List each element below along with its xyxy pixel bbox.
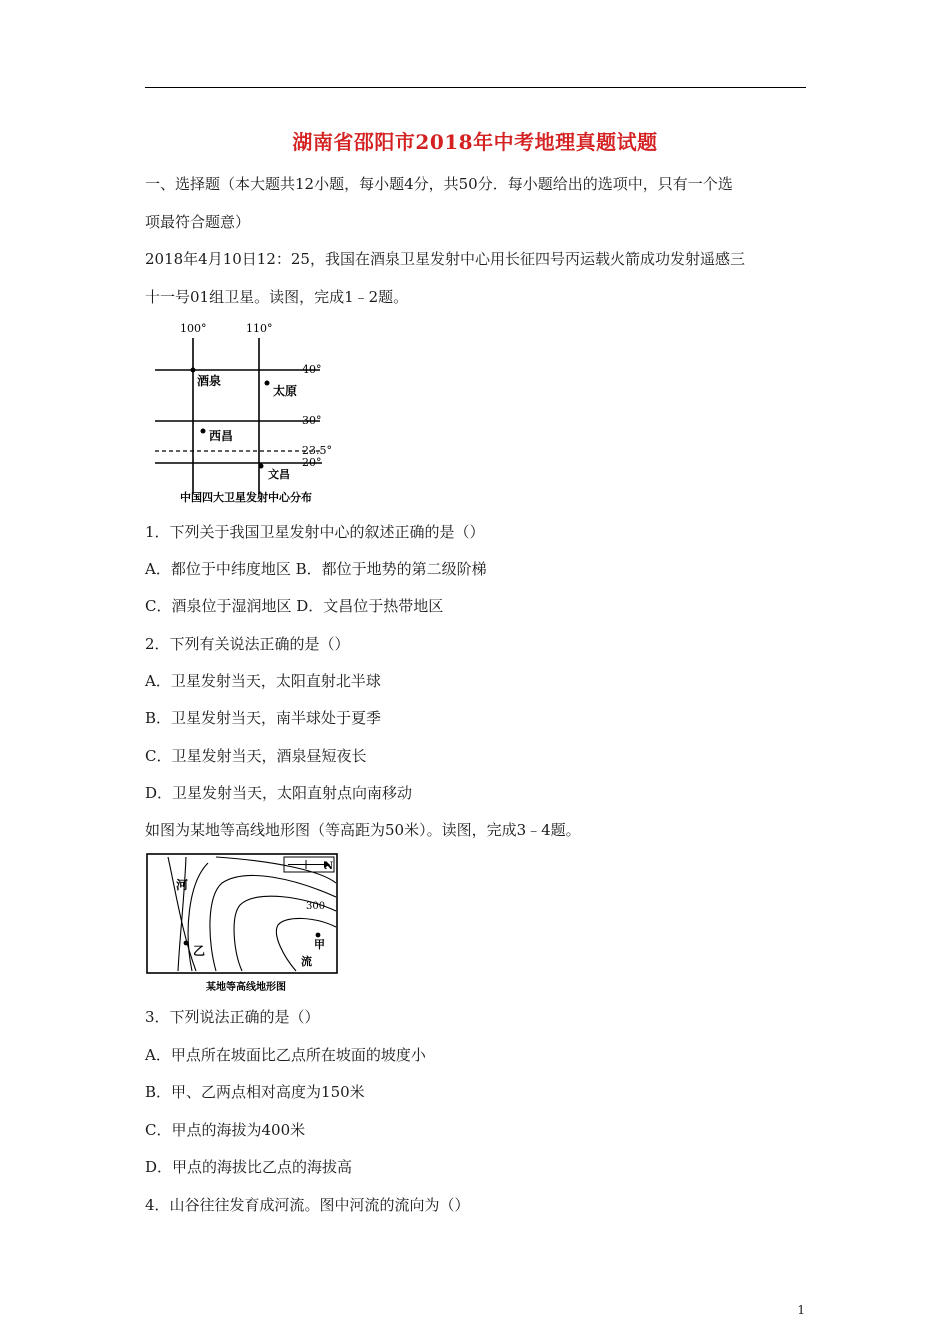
q2-option-b: B．卫星发射当天，南半球处于夏季 (145, 709, 382, 727)
q2-option-c: C．卫星发射当天，酒泉昼短夜长 (145, 747, 367, 765)
lat-label-20: 20° (302, 456, 322, 469)
q1-options-cd: C．酒泉位于湿润地区 D．文昌位于热带地区 (145, 597, 444, 615)
q1-stem: 1．下列关于我国卫星发射中心的叙述正确的是（） (145, 523, 485, 541)
q3-option-c: C．甲点的海拔为400米 (145, 1121, 306, 1139)
q3-option-d: D．甲点的海拔比乙点的海拔高 (145, 1158, 353, 1176)
lat-label-30: 30° (302, 414, 322, 427)
lat-label-23-5: 23.5° (302, 444, 332, 457)
wenchang-dot (259, 464, 264, 469)
compass-n: N (324, 861, 334, 872)
xichang-dot (201, 429, 206, 434)
label-yi: 乙 (193, 944, 206, 958)
q3-stem: 3．下列说法正确的是（） (145, 1008, 320, 1026)
lat-label-40: 40° (302, 363, 322, 376)
point-jia-dot (316, 933, 321, 938)
point-yi-dot (184, 941, 189, 946)
q2-option-a: A．卫星发射当天，太阳直射北半球 (145, 672, 381, 690)
place-wenchang: 文昌 (268, 468, 290, 481)
q3-option-a: A．甲点所在坡面比乙点所在坡面的坡度小 (145, 1046, 426, 1064)
launch-center-map (150, 318, 360, 508)
intro-paragraph-1-line-1: 2018年4月10日12：25，我国在酒泉卫星发射中心用长征四号丙运载火箭成功发射遥感三 (145, 250, 745, 268)
taiyuan-dot (265, 381, 270, 386)
header-rule (145, 87, 806, 88)
section-heading-line-2: 项最符合题意） (145, 213, 251, 231)
intro-paragraph-2: 如图为某地等高线地形图（等高距为50米）。读图，完成3﹣4题。 (145, 821, 581, 839)
page-number: 1 (797, 1303, 805, 1317)
map1-caption: 中国四大卫星发射中心分布 (180, 491, 312, 504)
page-title: 湖南省邵阳市2018年中考地理真题试题 (292, 130, 658, 154)
section-heading-line-1: 一、选择题（本大题共12小题，每小题4分，共50分．每小题给出的选项中，只有一个选 (145, 175, 733, 193)
q1-options-ab: A．都位于中纬度地区 B．都位于地势的第二级阶梯 (145, 560, 487, 578)
label-he: 河 (176, 878, 189, 892)
map2-caption: 某地等高线地形图 (206, 982, 286, 993)
q3-option-b: B．甲、乙两点相对高度为150米 (145, 1083, 365, 1101)
label-liu: 流 (301, 955, 312, 968)
lon-label-100: 100° (180, 322, 207, 335)
q4-stem: 4．山谷往往发育成河流。图中河流的流向为（） (145, 1196, 470, 1214)
lon-label-110: 110° (246, 322, 273, 335)
place-jiuquan: 酒泉 (197, 374, 222, 388)
intro-paragraph-1-line-2: 十一号01组卫星。读图，完成1﹣2题。 (145, 288, 409, 306)
label-jia: 甲 (314, 938, 325, 951)
q2-option-d: D．卫星发射当天，太阳直射点向南移动 (145, 784, 413, 802)
q2-stem: 2．下列有关说法正确的是（） (145, 635, 350, 653)
place-xichang: 西昌 (209, 429, 234, 443)
jiuquan-dot (191, 368, 196, 373)
contour-map (146, 853, 340, 995)
contour-label-300: 300 (306, 901, 326, 912)
place-taiyuan: 太原 (273, 384, 298, 398)
